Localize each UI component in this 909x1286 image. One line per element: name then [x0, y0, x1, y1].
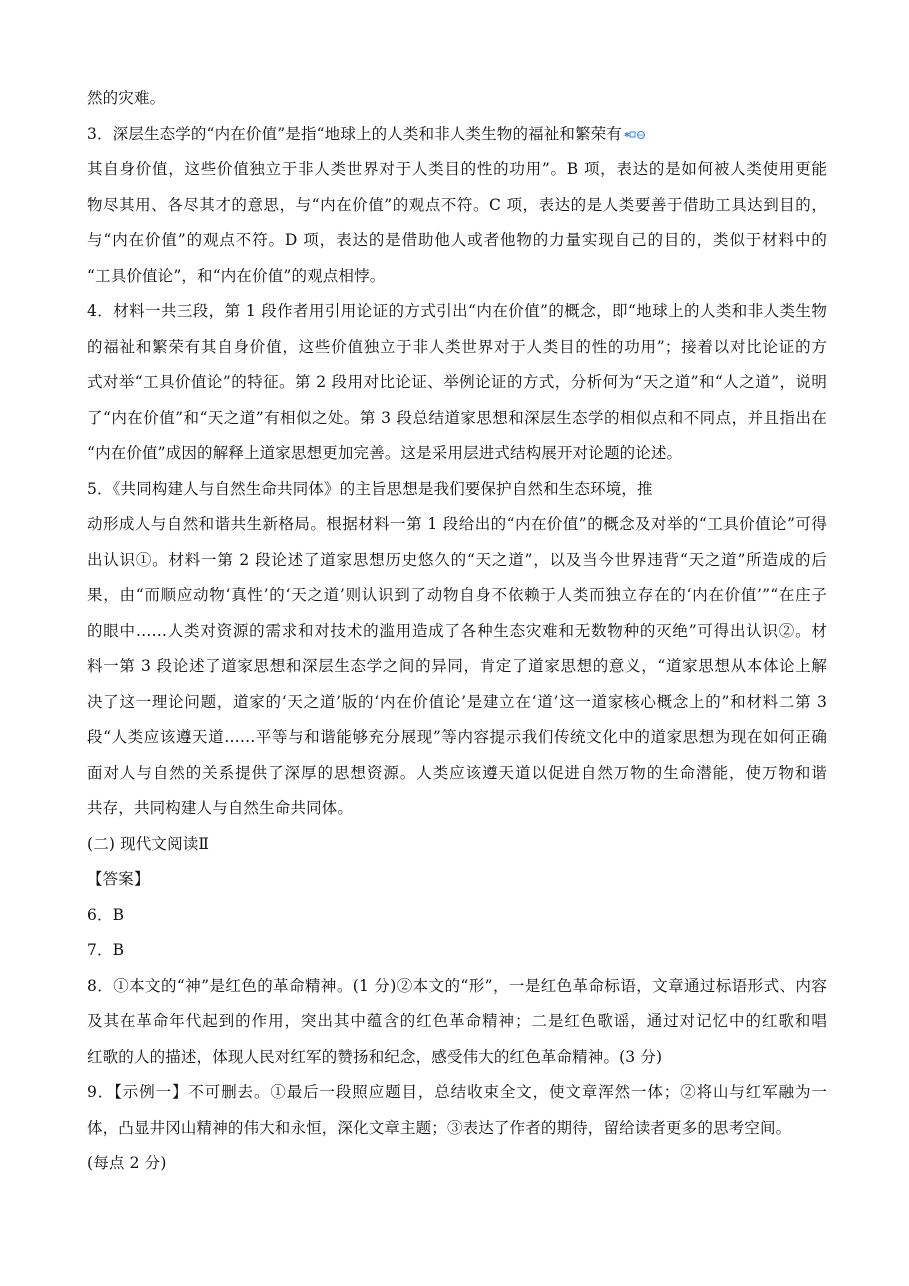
text-line-19: 段“人类应该遵天道……平等与和谐能够充分展现”等内容提示我们传统文化中的道家思想为现在如何正确 [87, 728, 827, 746]
section-heading: (二) 现代文阅读Ⅱ [87, 834, 210, 853]
text-line-6: “工具价值论”，和“内在价值”的观点相悖。 [87, 266, 386, 285]
document-page [87, 88, 827, 1189]
text-line-7: 4．材料一共三段，第 1 段作者用引用论证的方式引出“内在价值”的概念，即“地球上的人类和非人类生物 [87, 302, 827, 320]
text-line-11: “内在价值”成因的解释上道家思想更加完善。这是采用层进式结构展开对论题的论述。 [87, 444, 683, 462]
text-line-8: 的福祉和繁荣有其自身价值，这些价值独立于非人类世界对于人类目的性的功用”；接着以对比论证的方 [87, 337, 827, 356]
answer-8-line-3: 红歌的人的描述，体现人民对红军的赞扬和纪念，感受伟大的红色革命精神。(3 分) [87, 1047, 663, 1066]
text-line-10: 了“内在价值”和“天之道”有相似之处。第 3 段总结道家思想和深层生态学的相似点和不同点，并且指出在 [87, 408, 827, 427]
text-line-3: 其自身价值，这些价值独立于非人类世界对于人类目的性的功用”。B 项，表达的是如何被人类使用更能 [87, 160, 827, 178]
answer-heading: 【答案】 [87, 870, 150, 888]
text-line-15: 果，由“而顺应动物‘真性’的‘天之道’则认识到了动物自身不依赖于人类而独立存在的‘内在价值’”“在庄子 [87, 586, 827, 604]
answer-8-line-2: 及其在革命年代起到的作用，突出其中蕴含的红色革命精神；二是红色歌谣，通过对记忆中的红歌和唱 [87, 1012, 827, 1030]
answer-9-line-3: (每点 2 分) [87, 1154, 167, 1172]
text-line-16: 的眼中……人类对资源的需求和对技术的滥用造成了各种生态灾难和无数物种的灭绝”可得出认识②。材 [87, 621, 827, 640]
text-line-5: 与“内在价值”的观点不符。D 项，表达的是借助他人或者他物的力量实现自己的目的，类似于材料中的 [87, 231, 827, 249]
text-line-20: 面对人与自然的关系提供了深厚的思想资源。人类应该遵天道以促进自然万物的生命潜能，使万物和谐 [87, 763, 827, 782]
text-line-17: 料一第 3 段论述了道家思想和深层生态学之间的异同，肯定了道家思想的意义，“道家思想从本体论上解 [87, 657, 827, 675]
text-line-18: 决了这一理论问题，道家的‘天之道’版的‘内在价值论’是建立在‘道’这一道家核心概念上的”和材料二第 3 [87, 692, 827, 711]
text-line-2-content: 3．深层生态学的“内在价值”是指“地球上的人类和非人类生物的福祉和繁荣有 [87, 124, 623, 143]
answer-8-line-1: 8．①本文的“神”是红色的革命精神。(1 分)②本文的“形”，一是红色革命标语，文章通过标语形式、内容 [87, 976, 827, 995]
answer-7: 7．B [87, 941, 125, 959]
svg-text:✱: ✱ [624, 130, 631, 139]
text-line-21: 共存，共同构建人与自然生命共同体。 [87, 799, 354, 817]
watermark-logo-icon [624, 129, 646, 141]
text-line-13: 动形成人与自然和谐共生新格局。根据材料一第 1 段给出的“内在价值”的概念及对举的“工具价值论”可得 [87, 515, 827, 533]
answer-6: 6．B [87, 905, 125, 924]
text-line-14: 出认识①。材料一第 2 段论述了道家思想历史悠久的“天之道”，以及当今世界违背“天之道”所造成的后 [87, 550, 827, 569]
answer-9-line-2: 体，凸显井冈山精神的伟大和永恒，深化文章主题；③表达了作者的期待，留给读者更多的思考空间。 [87, 1118, 792, 1137]
answer-9-line-1: 9．【示例一】不可删去。①最后一段照应题目，总结收束全文，使文章浑然一体；②将山与红军融为一 [87, 1083, 827, 1101]
text-line-4: 物尽其用、各尽其才的意思，与“内在价值”的观点不符。C 项，表达的是人类要善于借助工具达到目的， [87, 195, 827, 214]
text-line-9: 式对举“工具价值论”的特征。第 2 段用对比论证、举例论证的方式，分析何为“天之道”和“人之道”，说明 [87, 373, 827, 391]
text-line-12: 5．《共同构建人与自然生命共同体》的主旨思想是我们要保护自然和生态环境，推 [87, 479, 653, 498]
text-line-1: 然的灾难。 [87, 89, 166, 107]
text-line-2 [87, 124, 827, 144]
